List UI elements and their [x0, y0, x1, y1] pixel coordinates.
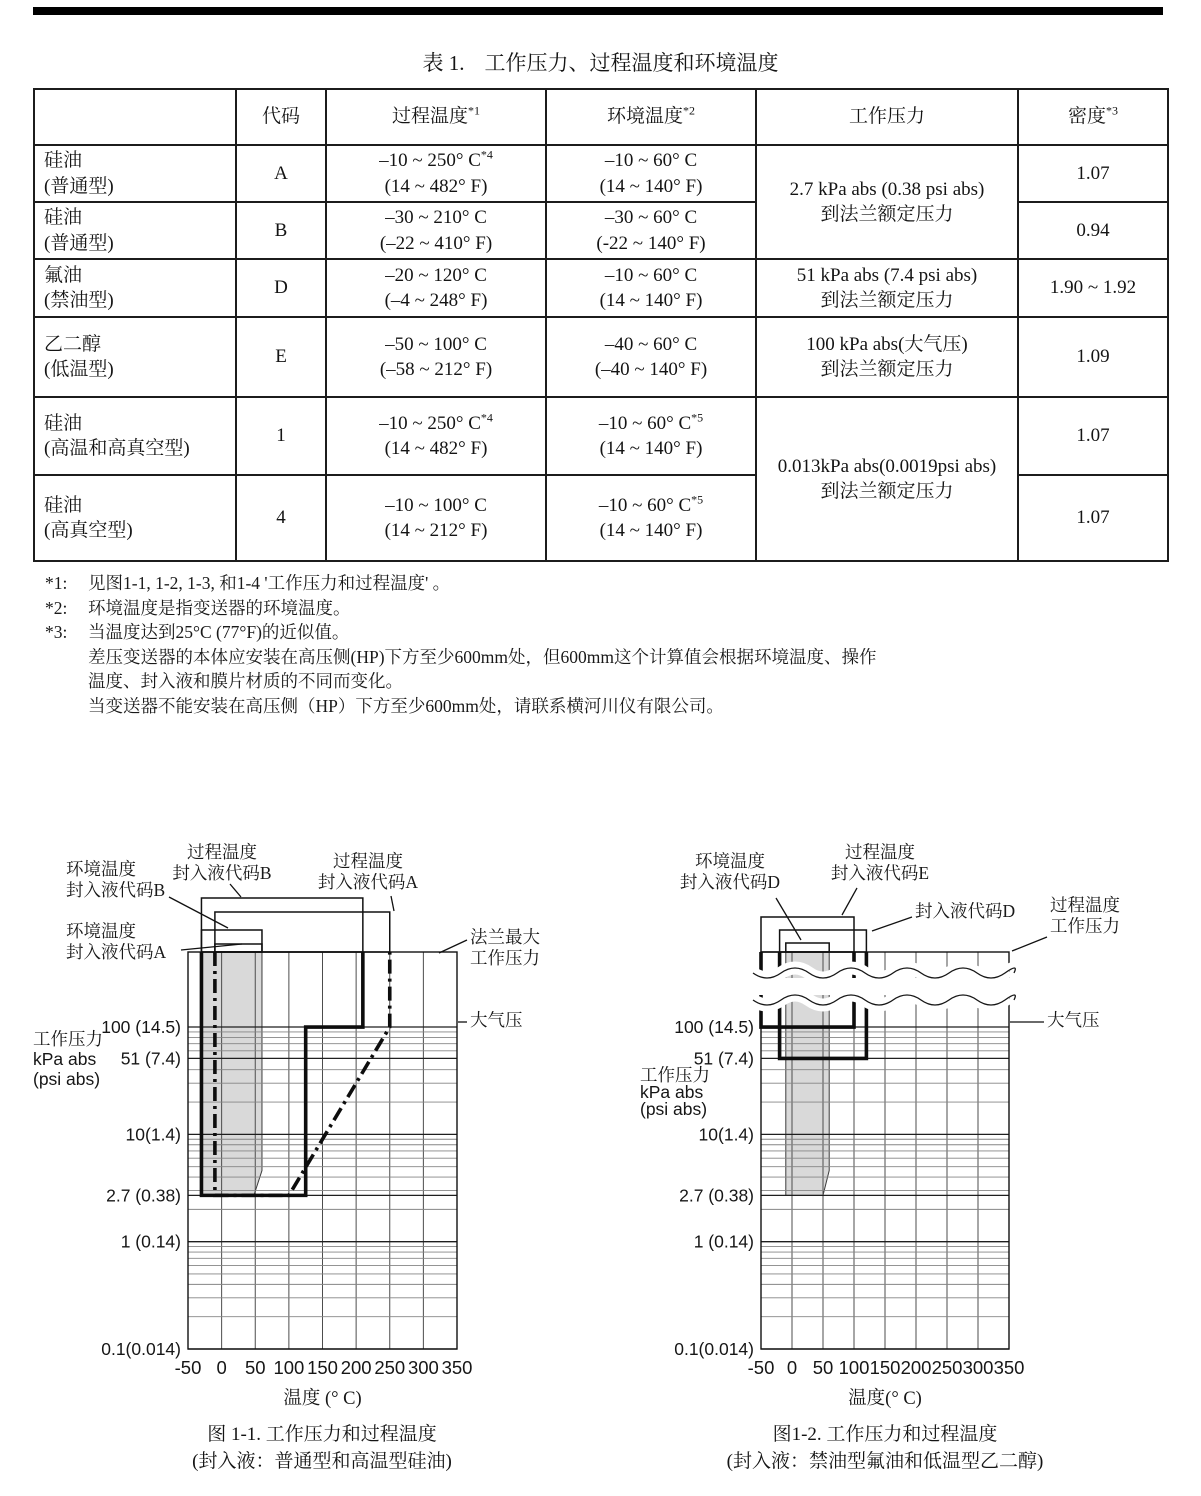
fig-1-1-x-tick: 250 — [374, 1357, 406, 1378]
table-title-text: 工作压力、过程温度和环境温度 — [484, 51, 779, 75]
fig-1-2-ambient-temp-code-D-rect — [786, 943, 829, 952]
table-title-number: 表 1. — [422, 51, 465, 75]
fig-1-2-label-atmospheric-pressure — [1047, 1010, 1100, 1030]
svg-text:kPa abs: kPa abs — [640, 1082, 704, 1102]
cell-ambient-temp: –10 ~ 60° $C^{*5}$ (14 ~ 140° F) — [546, 475, 756, 561]
svg-text:温度(° C): 温度(° C) — [848, 1389, 922, 1409]
cell-fluid-name: 硅油 (普通型) — [34, 202, 236, 259]
fig-1-1-y-tick: 10(1.4) — [125, 1124, 181, 1145]
fig-1-2-x-tick: 300 — [962, 1357, 994, 1378]
svg-text:封入液代码E: 封入液代码E — [830, 863, 930, 883]
fig-1-2-x-tick-labels — [748, 1357, 1025, 1378]
fig-1-1-label-atmospheric-pressure — [470, 1010, 523, 1030]
svg-text:封入液代码B: 封入液代码B — [66, 880, 166, 900]
header-ambient-temp: 环境温度$^{*2}$ — [546, 89, 756, 145]
cell-fluid-name: 硅油 (高真空型) — [34, 475, 236, 561]
svg-text:大气压: 大气压 — [470, 1010, 523, 1030]
fig-1-2-label-ambient-temp-code-D — [680, 851, 780, 892]
svg-text:(封入液：普通型和高温型硅油): (封入液：普通型和高温型硅油) — [192, 1451, 452, 1472]
fig-1-2-x-tick: 100 — [838, 1357, 870, 1378]
fig-1-1-x-tick-labels — [175, 1357, 473, 1378]
fig-1-2-label-fill-fluid-code-D — [915, 901, 1015, 921]
header-working-pressure: 工作压力 — [756, 89, 1018, 145]
fig-1-2-process-temp-code-E-rect — [761, 917, 854, 952]
cell-ambient-temp: –30 ~ 60° C (-22 ~ 140° F) — [546, 202, 756, 259]
svg-text:温度 (° C): 温度 (° C) — [283, 1389, 362, 1409]
cell-ambient-temp: –10 ~ 60° $C^{*5}$ (14 ~ 140° F) — [546, 397, 756, 475]
footnote-3: *3: 当温度达到25°C (77°F)的近似值。 — [45, 622, 350, 642]
cell-code: A — [236, 145, 326, 202]
cell-working-pressure-ab: 2.7 kPa abs (0.38 psi abs) 到法兰额定压力 — [756, 145, 1018, 259]
fig-1-2-x-axis-title — [848, 1388, 922, 1409]
cell-fluid-name: 硅油 (高温和高真空型) — [34, 397, 236, 475]
svg-text:图1-2. 工作压力和过程温度: 图1-2. 工作压力和过程温度 — [772, 1424, 998, 1445]
fig-1-2-y-tick: 100 (14.5) — [674, 1017, 754, 1038]
fig-1-2-x-tick: 50 — [812, 1357, 834, 1378]
cell-density: 1.09 — [1018, 317, 1168, 397]
fig-1-1-x-tick: 100 — [273, 1357, 305, 1378]
cell-density: 1.90 ~ 1.92 — [1018, 259, 1168, 317]
svg-text:封入液代码A: 封入液代码A — [66, 942, 167, 962]
cell-fluid-name: 硅油 (普通型) — [34, 145, 236, 202]
fig-1-1-caption — [192, 1423, 452, 1472]
footnote-3-cont: 差压变送器的本体应安装在高压侧(HP)下方至少600mm处，但600mm这个计算值会根据环境温度、操作 — [88, 646, 877, 667]
svg-text:封入液代码D: 封入液代码D — [915, 901, 1016, 921]
fig-1-1-x-tick: 200 — [340, 1357, 372, 1378]
fig-1-2-x-tick: 150 — [869, 1357, 901, 1378]
svg-text:kPa abs: kPa abs — [33, 1049, 97, 1069]
fig-1-2-y-tick: 2.7 (0.38) — [679, 1185, 754, 1206]
fig-1-1-y-axis-title — [33, 1029, 103, 1089]
svg-text:过程温度: 过程温度 — [333, 851, 403, 871]
cell-working-pressure-e: 100 kPa abs(大气压) 到法兰额定压力 — [756, 317, 1018, 397]
cell-density: 1.07 — [1018, 475, 1168, 561]
svg-text:(psi abs): (psi abs) — [33, 1069, 101, 1089]
fig-1-2-y-tick: 0.1(0.014) — [674, 1339, 754, 1359]
cell-ambient-temp: –10 ~ 60° C (14 ~ 140° F) — [546, 259, 756, 317]
fig-1-1-y-tick: 1 (0.14) — [120, 1231, 181, 1252]
svg-text:环境温度: 环境温度 — [66, 859, 136, 879]
fig-1-1-x-tick: 300 — [407, 1357, 439, 1378]
cell-process-temp: –10 ~ 100° C (14 ~ 212° F) — [326, 475, 546, 561]
footnote-3-cont: 温度、封入液和膜片材质的不同而变化。 — [88, 671, 403, 691]
cell-process-temp: –20 ~ 120° C (–4 ~ 248° F) — [326, 259, 546, 317]
cell-code: B — [236, 202, 326, 259]
cell-process-temp: –30 ~ 210° C (–22 ~ 410° F) — [326, 202, 546, 259]
fig-1-2-x-tick: 350 — [993, 1357, 1025, 1378]
cell-fluid-name: 氟油 (禁油型) — [34, 259, 236, 317]
header-process-temp: 过程温度$^{*1}$ — [326, 89, 546, 145]
fig-1-1-label-flange-max-pressure — [470, 927, 540, 968]
fig-1-1-ambient-operating-shade — [201, 952, 262, 1195]
fig-1-2-label-process-temp-working-pressure — [1050, 895, 1120, 936]
cell-working-pressure-d: 51 kPa abs (7.4 psi abs) 到法兰额定压力 — [756, 259, 1018, 317]
svg-text:工作压力: 工作压力 — [33, 1029, 103, 1049]
cell-ambient-temp: –40 ~ 60° C (–40 ~ 140° F) — [546, 317, 756, 397]
fig-1-1-x-tick: 150 — [307, 1357, 338, 1378]
svg-text:法兰最大: 法兰最大 — [470, 927, 540, 947]
fig-1-1-label-ambient-temp-code-A — [66, 921, 166, 962]
cell-code: 1 — [236, 397, 326, 475]
svg-text:图 1-1. 工作压力和过程温度: 图 1-1. 工作压力和过程温度 — [207, 1424, 437, 1445]
fig-1-1-label-process-temp-code-A — [318, 851, 418, 892]
fig-1-1-y-tick: 100 (14.5) — [101, 1017, 181, 1038]
fig-1-2-temperature-range-rects — [761, 917, 866, 952]
svg-text:过程温度: 过程温度 — [1050, 895, 1120, 915]
fig-1-2-y-tick: 1 (0.14) — [693, 1231, 754, 1252]
cell-density: 1.07 — [1018, 397, 1168, 475]
cell-fluid-name: 乙二醇 (低温型) — [34, 317, 236, 397]
fig-1-2-caption — [727, 1423, 1044, 1472]
fig-1-1-x-tick: -50 — [174, 1357, 202, 1378]
fig-1-2-y-tick: 51 (7.4) — [693, 1048, 754, 1069]
svg-text:工作压力: 工作压力 — [470, 948, 540, 968]
fig-1-1-y-tick: 2.7 (0.38) — [106, 1185, 181, 1206]
cell-code: 4 — [236, 475, 326, 561]
cell-code: E — [236, 317, 326, 397]
footnote-1: *1: 见图1-1, 1-2, 1-3, 和1-4 '工作压力和过程温度' 。 — [45, 573, 451, 593]
cell-code: D — [236, 259, 326, 317]
footnote-3-cont: 当变送器不能安装在高压侧（HP）下方至少600mm处，请联系横河川仪有限公司。 — [88, 695, 724, 716]
fig-1-1-label-ambient-temp-code-B — [66, 859, 165, 900]
fig-1-1-x-tick: 350 — [441, 1357, 473, 1378]
cell-ambient-temp: –10 ~ 60° C (14 ~ 140° F) — [546, 145, 756, 202]
cell-working-pressure-14: 0.013kPa abs(0.0019psi abs) 到法兰额定压力 — [756, 397, 1018, 561]
fig-1-1-x-axis-title — [283, 1388, 361, 1409]
svg-text:(psi abs): (psi abs) — [640, 1099, 708, 1119]
fig-1-2-x-tick: 250 — [931, 1357, 963, 1378]
fig-1-2-label-process-temp-code-E — [831, 842, 929, 883]
fig-1-2-x-tick: 200 — [900, 1357, 932, 1378]
svg-text:(封入液：禁油型氟油和低温型乙二醇): (封入液：禁油型氟油和低温型乙二醇) — [726, 1451, 1044, 1472]
fig-1-1-x-tick: 0 — [216, 1357, 227, 1378]
fig-1-2-scale-break — [753, 968, 1015, 1005]
svg-text:封入液代码A: 封入液代码A — [317, 872, 419, 892]
fig-1-2-x-tick: 0 — [786, 1357, 798, 1378]
cell-process-temp: –50 ~ 100° C (–58 ~ 212° F) — [326, 317, 546, 397]
fig-1-1-label-process-temp-code-B — [172, 842, 271, 883]
header-density: 密度$^{*3}$ — [1018, 89, 1168, 145]
cell-density: 1.07 — [1018, 145, 1168, 202]
svg-text:大气压: 大气压 — [1047, 1010, 1100, 1030]
fig-1-2-y-tick: 10(1.4) — [698, 1124, 754, 1145]
fig-1-1-y-tick: 0.1(0.014) — [101, 1339, 181, 1359]
fig-1-1-ambient-temp-code-A-rect — [215, 944, 262, 952]
svg-text:过程温度: 过程温度 — [845, 842, 915, 862]
header-code: 代码 — [236, 89, 326, 145]
svg-text:工作压力: 工作压力 — [1050, 916, 1120, 936]
footnote-2: *2: 环境温度是指变送器的环境温度。 — [45, 597, 351, 618]
fig-1-2-y-axis-title — [640, 1065, 710, 1119]
fig-1-1-y-tick-labels — [101, 1017, 181, 1359]
svg-text:工作压力: 工作压力 — [640, 1065, 710, 1085]
svg-text:封入液代码B: 封入液代码B — [172, 863, 272, 883]
fig-1-2-x-tick: -50 — [747, 1357, 775, 1378]
fig-1-1-y-tick: 51 (7.4) — [120, 1048, 181, 1069]
cell-process-temp: –10 ~ 250° $C^{*4}$ (14 ~ 482° F) — [326, 145, 546, 202]
svg-text:环境温度: 环境温度 — [66, 921, 136, 941]
fig-1-1-x-tick: 50 — [244, 1357, 266, 1378]
svg-text:过程温度: 过程温度 — [187, 842, 257, 862]
fig-1-1-ambient-temp-code-B-rect — [201, 930, 262, 952]
cell-density: 0.94 — [1018, 202, 1168, 259]
fig-1-1-temperature-range-rects — [201, 898, 389, 952]
svg-text:环境温度: 环境温度 — [695, 851, 765, 871]
cell-process-temp: –10 ~ 250° $C^{*4}$ (14 ~ 482° F) — [326, 397, 546, 475]
svg-text:封入液代码D: 封入液代码D — [679, 872, 781, 892]
